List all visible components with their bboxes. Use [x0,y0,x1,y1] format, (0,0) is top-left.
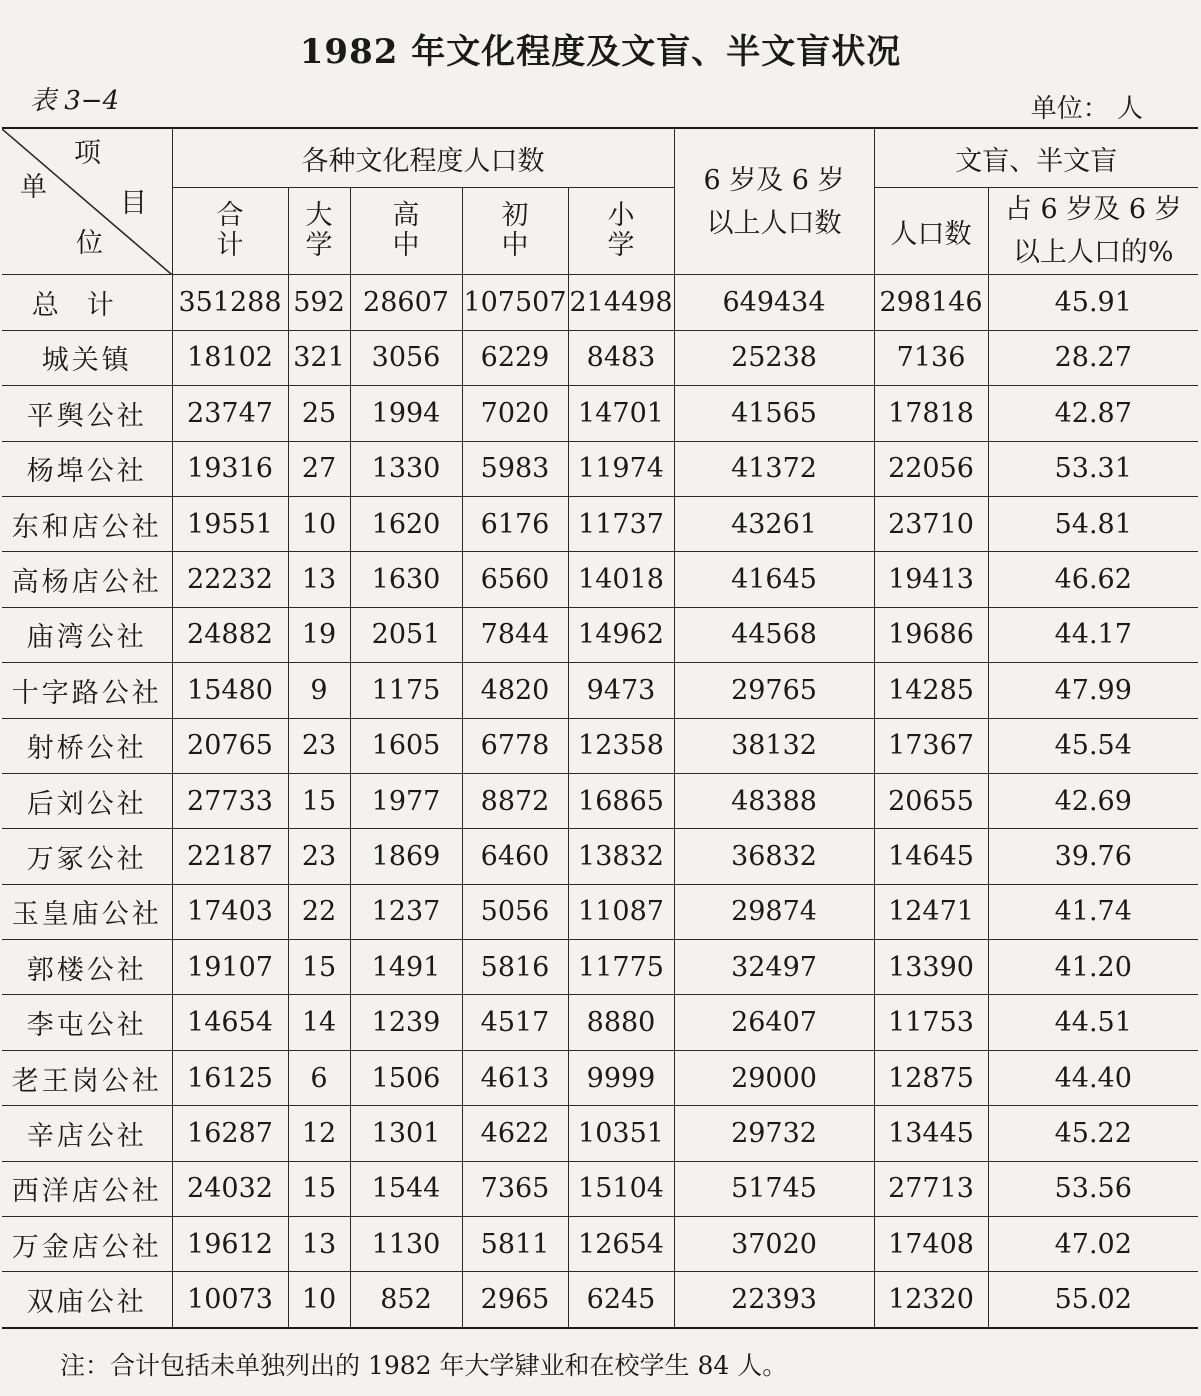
cell-daxue: 321 [288,330,350,385]
cell-xiaoxue: 9999 [568,1050,674,1105]
cell-illit: 19686 [874,607,988,662]
cell-pct: 45.91 [988,275,1198,330]
cell-xiaoxue: 11775 [568,940,674,995]
table-row [2,829,1198,884]
cell-xiaoxue: 10351 [568,1106,674,1161]
cell-chuzhong: 5983 [462,441,568,496]
cell-illit: 20655 [874,773,988,828]
cell-name: 总计 [2,275,172,330]
cell-illit: 11753 [874,995,988,1050]
cell-xiaoxue: 11974 [568,441,674,496]
table-row [2,940,1198,995]
cell-illit: 12320 [874,1272,988,1328]
cell-pop6: 48388 [674,773,874,828]
cell-gaozhong: 1605 [350,718,462,773]
cell-illit: 27713 [874,1161,988,1216]
cell-heji: 18102 [172,330,288,385]
cell-xiaoxue: 9473 [568,663,674,718]
cell-illit: 298146 [874,275,988,330]
cell-gaozhong: 1237 [350,884,462,939]
pop6-header-line2: 以上人口数 [706,207,842,239]
cell-daxue: 10 [288,496,350,551]
illit-pct-header [988,188,1198,275]
table-number: 表 3−4 [30,86,120,116]
cell-pct: 42.69 [988,773,1198,828]
cell-pct: 45.54 [988,718,1198,773]
table-row [2,386,1198,441]
cell-chuzhong: 8872 [462,773,568,828]
cell-chuzhong: 5811 [462,1217,568,1272]
cell-gaozhong: 1869 [350,829,462,884]
cell-name: 西洋店公社 [2,1161,172,1216]
cell-chuzhong: 4820 [462,663,568,718]
cell-illit: 7136 [874,330,988,385]
cell-chuzhong: 7020 [462,386,568,441]
cell-daxue: 9 [288,663,350,718]
table-row [2,1272,1198,1328]
cell-gaozhong: 1330 [350,441,462,496]
cell-chuzhong: 5816 [462,940,568,995]
cell-pop6: 22393 [674,1272,874,1328]
cell-illit: 17818 [874,386,988,441]
cell-illit: 14285 [874,663,988,718]
cell-gaozhong: 1994 [350,386,462,441]
table-row [2,1050,1198,1105]
cell-gaozhong: 1491 [350,940,462,995]
education-group-header: 各种文化程度人口数 [172,128,674,188]
gaozhong-header [350,188,462,275]
cell-pct: 47.02 [988,1217,1198,1272]
cell-pct: 53.56 [988,1161,1198,1216]
cell-illit: 14645 [874,829,988,884]
chuzhong-header [462,188,568,275]
cell-pop6: 38132 [674,718,874,773]
cell-xiaoxue: 14018 [568,552,674,607]
cell-name: 万冢公社 [2,829,172,884]
unit-label: 单位： 人 [1030,94,1143,124]
cell-gaozhong: 1977 [350,773,462,828]
cell-pct: 46.62 [988,552,1198,607]
cell-pop6: 29874 [674,884,874,939]
cell-heji: 19107 [172,940,288,995]
table-row [2,275,1198,330]
cell-chuzhong: 7365 [462,1161,568,1216]
cell-chuzhong: 4613 [462,1050,568,1105]
header-row [2,128,1198,188]
cell-chuzhong: 107507 [462,275,568,330]
cell-name: 玉皇庙公社 [2,884,172,939]
cell-pct: 45.22 [988,1106,1198,1161]
table-row [2,496,1198,551]
cell-gaozhong: 1239 [350,995,462,1050]
cell-daxue: 23 [288,829,350,884]
corner-label-dan: 单 [20,172,47,203]
heji-header-text: 合计 [216,200,244,262]
cell-pop6: 41645 [674,552,874,607]
cell-xiaoxue: 13832 [568,829,674,884]
cell-pop6: 25238 [674,330,874,385]
cell-pct: 39.76 [988,829,1198,884]
corner-header [2,128,172,275]
cell-xiaoxue: 11087 [568,884,674,939]
cell-pct: 55.02 [988,1272,1198,1328]
cell-heji: 351288 [172,275,288,330]
cell-daxue: 23 [288,718,350,773]
cell-heji: 24032 [172,1161,288,1216]
cell-heji: 16287 [172,1106,288,1161]
cell-illit: 12471 [874,884,988,939]
table-body [2,275,1198,1328]
cell-xiaoxue: 6245 [568,1272,674,1328]
table-row [2,1217,1198,1272]
cell-gaozhong: 1506 [350,1050,462,1105]
cell-chuzhong: 2965 [462,1272,568,1328]
statistics-table [2,127,1198,1329]
table-row [2,441,1198,496]
cell-pct: 47.99 [988,663,1198,718]
cell-xiaoxue: 12358 [568,718,674,773]
cell-pop6: 29000 [674,1050,874,1105]
cell-gaozhong: 1301 [350,1106,462,1161]
cell-chuzhong: 7844 [462,607,568,662]
cell-pct: 44.40 [988,1050,1198,1105]
cell-pct: 41.74 [988,884,1198,939]
cell-gaozhong: 852 [350,1272,462,1328]
daxue-header-text: 大学 [305,200,333,262]
cell-name: 射桥公社 [2,718,172,773]
cell-name: 老王岗公社 [2,1050,172,1105]
cell-gaozhong: 1175 [350,663,462,718]
cell-gaozhong: 1130 [350,1217,462,1272]
cell-pop6: 51745 [674,1161,874,1216]
pop6-header [674,128,874,275]
cell-heji: 17403 [172,884,288,939]
cell-daxue: 10 [288,1272,350,1328]
table-row [2,773,1198,828]
cell-pop6: 26407 [674,995,874,1050]
cell-pop6: 41565 [674,386,874,441]
cell-heji: 22232 [172,552,288,607]
cell-illit: 17408 [874,1217,988,1272]
cell-name: 庙湾公社 [2,607,172,662]
corner-label-mu: 目 [120,188,147,219]
cell-xiaoxue: 8880 [568,995,674,1050]
cell-daxue: 19 [288,607,350,662]
cell-chuzhong: 5056 [462,884,568,939]
cell-pct: 44.17 [988,607,1198,662]
cell-gaozhong: 2051 [350,607,462,662]
cell-heji: 15480 [172,663,288,718]
table-row [2,718,1198,773]
cell-illit: 22056 [874,441,988,496]
cell-name: 后刘公社 [2,773,172,828]
illiteracy-group-header: 文盲、半文盲 [874,128,1198,188]
cell-heji: 22187 [172,829,288,884]
cell-daxue: 22 [288,884,350,939]
page-title: 1982 年文化程度及文盲、半文盲状况 [299,32,902,72]
pop6-header-line1: 6 岁及 6 岁 [703,164,845,196]
cell-heji: 20765 [172,718,288,773]
cell-gaozhong: 3056 [350,330,462,385]
cell-illit: 19413 [874,552,988,607]
cell-pct: 41.20 [988,940,1198,995]
cell-name: 辛店公社 [2,1106,172,1161]
cell-daxue: 25 [288,386,350,441]
cell-pct: 28.27 [988,330,1198,385]
cell-pop6: 36832 [674,829,874,884]
cell-name: 杨埠公社 [2,441,172,496]
cell-pop6: 29732 [674,1106,874,1161]
cell-xiaoxue: 11737 [568,496,674,551]
cell-pop6: 41372 [674,441,874,496]
cell-xiaoxue: 12654 [568,1217,674,1272]
gaozhong-header-text: 高中 [392,200,420,262]
cell-xiaoxue: 16865 [568,773,674,828]
cell-heji: 19551 [172,496,288,551]
cell-gaozhong: 1630 [350,552,462,607]
table-row [2,663,1198,718]
cell-chuzhong: 6778 [462,718,568,773]
table-row [2,330,1198,385]
cell-heji: 27733 [172,773,288,828]
cell-name: 平舆公社 [2,386,172,441]
illit-pct-header-line1: 占 6 岁及 6 岁 [1004,194,1182,225]
cell-pop6: 32497 [674,940,874,995]
cell-illit: 12875 [874,1050,988,1105]
table-row [2,1161,1198,1216]
cell-name: 高杨店公社 [2,552,172,607]
cell-daxue: 12 [288,1106,350,1161]
table-row [2,995,1198,1050]
table-row [2,884,1198,939]
cell-heji: 19316 [172,441,288,496]
cell-daxue: 15 [288,1161,350,1216]
cell-chuzhong: 6460 [462,829,568,884]
subheader-row [2,188,1198,275]
cell-heji: 10073 [172,1272,288,1328]
cell-illit: 17367 [874,718,988,773]
cell-illit: 13390 [874,940,988,995]
daxue-header [288,188,350,275]
cell-pop6: 29765 [674,663,874,718]
cell-illit: 23710 [874,496,988,551]
cell-pop6: 43261 [674,496,874,551]
cell-gaozhong: 1544 [350,1161,462,1216]
cell-name: 李屯公社 [2,995,172,1050]
cell-pct: 44.51 [988,995,1198,1050]
cell-pop6: 44568 [674,607,874,662]
cell-gaozhong: 1620 [350,496,462,551]
cell-pop6: 649434 [674,275,874,330]
footnote: 注：合计包括未单独列出的 1982 年大学肄业和在校学生 84 人。 [60,1351,788,1380]
xiaoxue-header-text: 小学 [607,200,635,262]
cell-chuzhong: 4622 [462,1106,568,1161]
cell-daxue: 15 [288,773,350,828]
cell-daxue: 592 [288,275,350,330]
cell-pct: 54.81 [988,496,1198,551]
cell-daxue: 15 [288,940,350,995]
cell-xiaoxue: 14701 [568,386,674,441]
cell-daxue: 13 [288,1217,350,1272]
cell-name: 东和店公社 [2,496,172,551]
cell-daxue: 14 [288,995,350,1050]
chuzhong-header-text: 初中 [501,200,529,262]
table-row [2,552,1198,607]
xiaoxue-header [568,188,674,275]
cell-chuzhong: 6176 [462,496,568,551]
cell-pop6: 37020 [674,1217,874,1272]
table-row [2,607,1198,662]
cell-chuzhong: 4517 [462,995,568,1050]
cell-name: 郭楼公社 [2,940,172,995]
cell-heji: 23747 [172,386,288,441]
heji-header [172,188,288,275]
corner-label-xiang: 项 [74,138,101,169]
table-row [2,1106,1198,1161]
cell-heji: 19612 [172,1217,288,1272]
cell-name: 双庙公社 [2,1272,172,1328]
cell-heji: 14654 [172,995,288,1050]
cell-daxue: 6 [288,1050,350,1105]
cell-daxue: 13 [288,552,350,607]
cell-chuzhong: 6229 [462,330,568,385]
cell-xiaoxue: 14962 [568,607,674,662]
cell-xiaoxue: 214498 [568,275,674,330]
cell-chuzhong: 6560 [462,552,568,607]
cell-gaozhong: 28607 [350,275,462,330]
cell-heji: 16125 [172,1050,288,1105]
cell-daxue: 27 [288,441,350,496]
cell-name: 万金店公社 [2,1217,172,1272]
cell-heji: 24882 [172,607,288,662]
illit-pct-header-line2: 以上人口的% [1012,237,1174,269]
cell-name: 十字路公社 [2,663,172,718]
cell-name: 城关镇 [2,330,172,385]
cell-pct: 42.87 [988,386,1198,441]
cell-xiaoxue: 8483 [568,330,674,385]
cell-pct: 53.31 [988,441,1198,496]
cell-xiaoxue: 15104 [568,1161,674,1216]
cell-illit: 13445 [874,1106,988,1161]
illit-count-header: 人口数 [874,188,988,275]
corner-label-wei: 位 [76,228,103,259]
